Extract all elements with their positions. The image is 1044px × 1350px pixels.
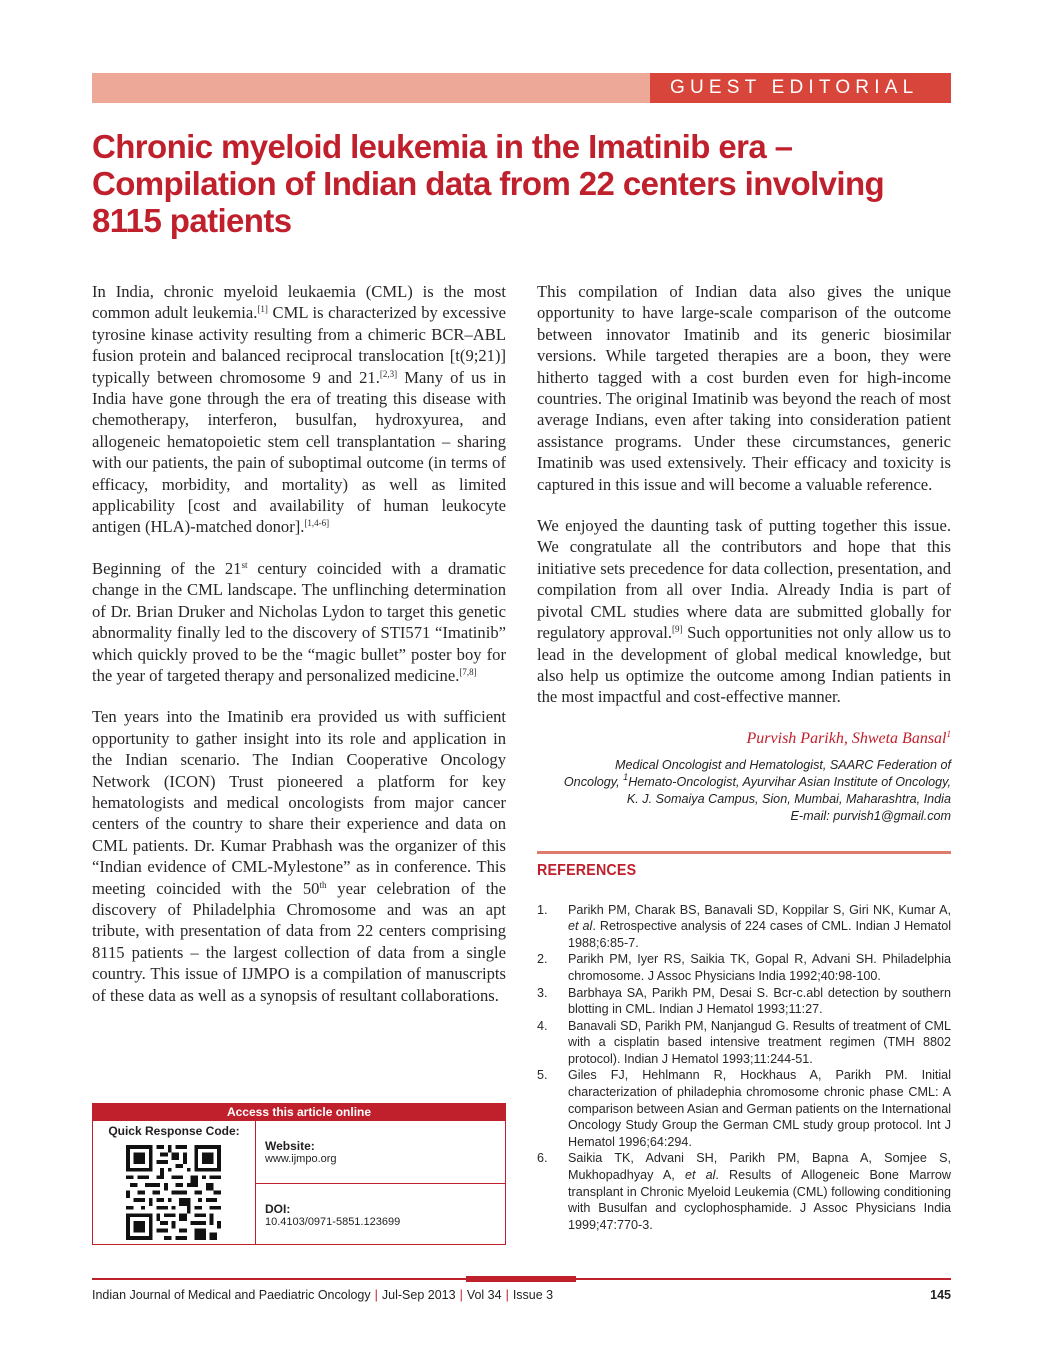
ordinal-suffix: th xyxy=(319,879,327,890)
text: Parikh PM, Iyer RS, Saikia TK, Gopal R, Advani SH. Philadelphia chromosome. J Assoc Physicians India 1992;40:98-100. xyxy=(568,952,951,983)
text: Parikh PM, Charak BS, Banavali SD, Koppilar S, Giri NK, Kumar A, xyxy=(568,902,951,917)
left-column xyxy=(92,281,506,1026)
doi-label: DOI: xyxy=(265,1202,291,1216)
reference-item xyxy=(537,1150,951,1233)
text: Many of us in India have gone through the era of treating this disease with chemotherapy, interferon, busulfan, hydroxyurea, and allogeneic hematopoietic stem cell transplantation – sharing with our patients, the pain of suboptimal outcome (in terms of efficacy, morbidity, and mortality) as well as limited applicability [cost and availability of human leukocyte antigen (HLA)-matched donor]. xyxy=(92,367,506,537)
reference-number: 2. xyxy=(537,952,548,967)
text: Giles FJ, Hehlmann R, Hockhaus A, Parikh PM. Initial characterization of philadephia chromosome chronic phase CML: A comparison between Asian and German patients on the International Oncology Study Group the German CML study group protocol. Int J Hematol 1996;64:294. xyxy=(568,1068,951,1149)
reference-number: 3. xyxy=(537,985,548,1000)
text: In India, chronic myeloid leukaemia (CML) is the most common adult leukemia. xyxy=(92,282,506,323)
text: Saikia TK, Advani SH, Parikh PM, Bapna A, Somjee S, Mukhopadhyay A, xyxy=(568,1151,951,1183)
text: et al xyxy=(684,1168,716,1183)
reference-number: 4. xyxy=(537,1018,548,1033)
page-number: 145 xyxy=(930,1288,951,1302)
body-paragraph-2 xyxy=(92,558,506,686)
qr-cell xyxy=(93,1121,256,1244)
citation[interactable]: [1] xyxy=(257,304,268,315)
body-paragraph-5 xyxy=(537,515,951,708)
reference-item xyxy=(537,951,951,984)
text: Banavali SD, Parikh PM, Nanjangud G. Results of treatment of CML with a cisplatin based intensive treatment regimen (TMH 8802 protocol). Indian J Hematol 1993;11:244-51. xyxy=(568,1018,951,1066)
text: Ten years into the Imatinib era provided us with sufficient opportunity to gather insight into its role and application in the Indian scenario. The Indian Cooperative Oncology Network (ICON) Trust pioneered a platform for key hematologists and medical oncologists from major cancer centers of the country to share their experience and data on CML patients. Dr. Kumar Prabhash was the organizer of this “Indian evidence of CML-Mylestone” as in conference. This meeting coincided with the 50 xyxy=(92,707,506,898)
qr-label: Quick Response Code: xyxy=(108,1124,240,1138)
affiliation-marker: 1 xyxy=(946,728,951,739)
text: century coincided with a dramatic change in the CML landscape. The unflinching determination of Dr. Brian Druker and Nicholas Lydon to target this genetic abnormality finally led to the discovery of STI571 “Imatinib” which quickly proved to be the “magic bullet” poster boy for the year of targeted therapy and personalized medicine. xyxy=(92,558,506,685)
text: year celebration of the discovery of Philadelphia Chromosome and was an apt tribute, with presentation of data from 22 centers comprising 8115 patients – the largest collection of data from a single country. This issue of IJMPO is a compilation of manuscripts of these data as well as a synopsis of resultant collaborations. xyxy=(92,878,507,1005)
text: CML is characterized by excessive tyrosine kinase activity resulting from a chimeric BCR–ABL fusion protein and balanced reciprocal translocation [t(9;21)] typically between chromosome 9 and 21. xyxy=(92,303,506,387)
website-label: Website: xyxy=(265,1139,315,1153)
references-heading: REFERENCES xyxy=(537,862,637,880)
affiliation-line xyxy=(537,774,951,791)
website-link[interactable]: www.ijmpo.org xyxy=(265,1153,337,1165)
reference-number: 1. xyxy=(537,902,548,917)
author-names xyxy=(537,728,951,749)
reference-item xyxy=(537,985,951,1018)
footer-accent-tab xyxy=(466,1276,576,1282)
citation[interactable]: [7,8] xyxy=(459,666,477,677)
separator: | xyxy=(505,1288,509,1302)
affiliation-line: Medical Oncologist and Hematologist, SAARC Federation of xyxy=(615,758,951,773)
body-paragraph-4: This compilation of Indian data also gives the unique opportunity to have large-scale comparison of the outcome between innovator Imatinib and its generic biosimilar versions. While targeted therapies are a boon, they were hitherto tagged with a cost burden even for high-income countries. The original Imatinib was beyond the reach of most average Indians, even after taking into consideration patient assistance programs. Under these circumstances, generic Imatinib was used extensively. Their efficacy and toxicity is captured in this issue and will become a valuable reference. xyxy=(537,282,951,494)
author-email[interactable]: E-mail: purvish1@gmail.com xyxy=(790,809,951,824)
references-divider xyxy=(537,851,951,854)
references-list xyxy=(537,902,951,1234)
access-box-heading: Access this article online xyxy=(93,1104,505,1121)
affiliation-marker: 1 xyxy=(623,772,629,783)
issue-number: Issue 3 xyxy=(512,1288,554,1302)
text: We enjoyed the daunting task of putting together this issue. We congratulate all the contributors and hope that this initiative sets precedence for data collection, presentation, and compilation from all over India. Already India is part of pivotal CML studies where data are submitted globally for regulatory approval. xyxy=(537,516,951,643)
doi-link[interactable]: 10.4103/0971-5851.123699 xyxy=(265,1216,401,1228)
text: Such opportunities not only allow us to lead in the development of global medical knowledge, but also help us optimize the outcome among Indian patients in the most impactful and cost-effective manner. xyxy=(537,623,951,707)
section-banner xyxy=(92,73,951,103)
reference-item xyxy=(537,902,951,952)
doi-cell xyxy=(255,1184,505,1244)
ordinal-suffix: st xyxy=(241,559,248,570)
website-cell xyxy=(255,1121,505,1184)
body-paragraph-1 xyxy=(92,281,506,538)
separator: | xyxy=(459,1288,463,1302)
text: Barbhaya SA, Parikh PM, Desai S. Bcr-c.abl detection by southern blotting in CML. Indian J Hematol 1993;11:27. xyxy=(568,985,951,1017)
text: et al xyxy=(568,919,593,934)
journal-name: Indian Journal of Medical and Paediatric Oncology xyxy=(92,1288,371,1302)
reference-item xyxy=(537,1067,951,1150)
page-footer xyxy=(92,1288,951,1302)
text: . Retrospective analysis of 224 cases of CML. Indian J Hematol 1988;6:85-7. xyxy=(568,919,951,950)
separator: | xyxy=(374,1288,378,1302)
issue-date: Jul-Sep 2013 xyxy=(381,1288,456,1302)
author-list: Purvish Parikh, Shweta Bansal xyxy=(746,729,947,747)
text: Hemato-Oncologist, Ayurvihar Asian Institute of Oncology, xyxy=(628,775,951,790)
qr-code-icon[interactable] xyxy=(126,1145,221,1240)
section-label: GUEST EDITORIAL xyxy=(650,73,951,103)
text: Beginning of the 21 xyxy=(92,558,242,578)
text: Oncology, xyxy=(563,775,624,790)
right-column xyxy=(537,281,951,1233)
affiliation-line: K. J. Somaiya Campus, Sion, Mumbai, Maharashtra, India xyxy=(626,792,951,807)
body-paragraph-3 xyxy=(92,706,506,1006)
author-affiliation xyxy=(537,757,951,825)
citation[interactable]: [1,4-6] xyxy=(304,518,330,529)
text: . Results of Allogeneic Bone Marrow transplant in Chronic Myeloid Leukemia (CML) following conditioning with Busulfan and cyclophosphamide. J Assoc Physicians India 1999;47:770-3. xyxy=(568,1168,951,1232)
volume: Vol 34 xyxy=(466,1288,502,1302)
access-article-box xyxy=(92,1103,506,1245)
citation[interactable]: [2,3] xyxy=(379,368,398,379)
reference-item xyxy=(537,1018,951,1068)
reference-number: 6. xyxy=(537,1151,548,1166)
reference-number: 5. xyxy=(537,1068,548,1083)
article-title: Chronic myeloid leukemia in the Imatinib era – Compilation of Indian data from 22 centers involving 8115 patients xyxy=(92,128,885,239)
citation[interactable]: [9] xyxy=(672,624,683,635)
